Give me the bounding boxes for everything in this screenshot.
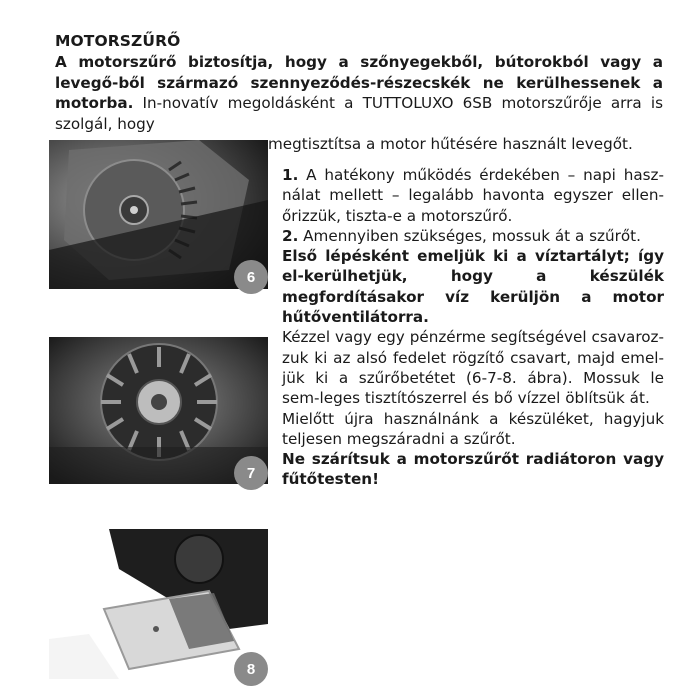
intro-bold-text: A motorszűrő biztosítja, hogy a szőnyegekből, bútorokból vagy a levegő-ből származó szennyeződés-részecskék ne kerülhessenek a motorba. — [55, 53, 663, 112]
figure-8-photo — [49, 529, 268, 679]
step-2-bold-paragraph — [282, 246, 664, 327]
step-1-number: 1. — [282, 166, 299, 184]
motor-fan-image — [49, 337, 268, 484]
figure-6-photo — [49, 140, 268, 289]
intro-normal-text-2: megtisztítsa a motor hűtésére használt levegőt. — [268, 135, 633, 153]
motor-cover-image — [49, 140, 268, 289]
figure-6-badge — [234, 260, 268, 294]
figure-7-number: 7 — [246, 464, 256, 482]
figure-8-badge — [234, 652, 268, 686]
step-2-paragraph — [282, 226, 664, 246]
figure-8-number: 8 — [246, 660, 256, 678]
step-1-paragraph — [282, 165, 664, 226]
figure-7-photo — [49, 337, 268, 484]
step-1-text: A hatékony működés érdekében – napi hasz-nálat mellett – legalább havonta egyszer ellen-őrizzük, tiszta-e a motorszűrő. — [282, 166, 664, 225]
dry-paragraph: Mielőtt újra használnánk a készüléket, hagyjuk teljesen megszáradni a szűrőt. — [282, 409, 664, 448]
step-2-bold-text: Első lépésként emeljük ki a víztartályt; így el-kerülhetjük, hogy a készülék megfordításakor víz kerüljön a motor hűtőventilátorra. — [282, 247, 664, 327]
instructions-column — [282, 165, 664, 490]
figure-6-number: 6 — [246, 268, 256, 286]
warning-paragraph — [282, 449, 664, 490]
screw-paragraph: Kézzel vagy egy pénzérme segítségével csavaroz-zuk ki az alsó fedelet rögzítő csavart, majd emel-jük ki a szűrőbetétet (6-7-8. ábra). Mossuk le sem-leges tisztítószerrel és bő vízzel öblítsük át. — [282, 328, 664, 408]
figure-7-badge — [234, 456, 268, 490]
section-heading: MOTORSZŰRŐ — [55, 32, 181, 50]
warning-text: Ne szárítsuk a motorszűrőt radiátoron vagy fűtőtesten! — [282, 450, 664, 489]
filter-removal-image — [49, 529, 268, 679]
step-2-text: Amennyiben szükséges, mossuk át a szűrőt. — [298, 226, 641, 245]
step-2-number: 2. — [282, 226, 299, 245]
intro-normal-text: In-novatív megoldásként a TUTTOLUXO 6SB motorszűrője arra is szolgál, hogy — [55, 94, 663, 133]
